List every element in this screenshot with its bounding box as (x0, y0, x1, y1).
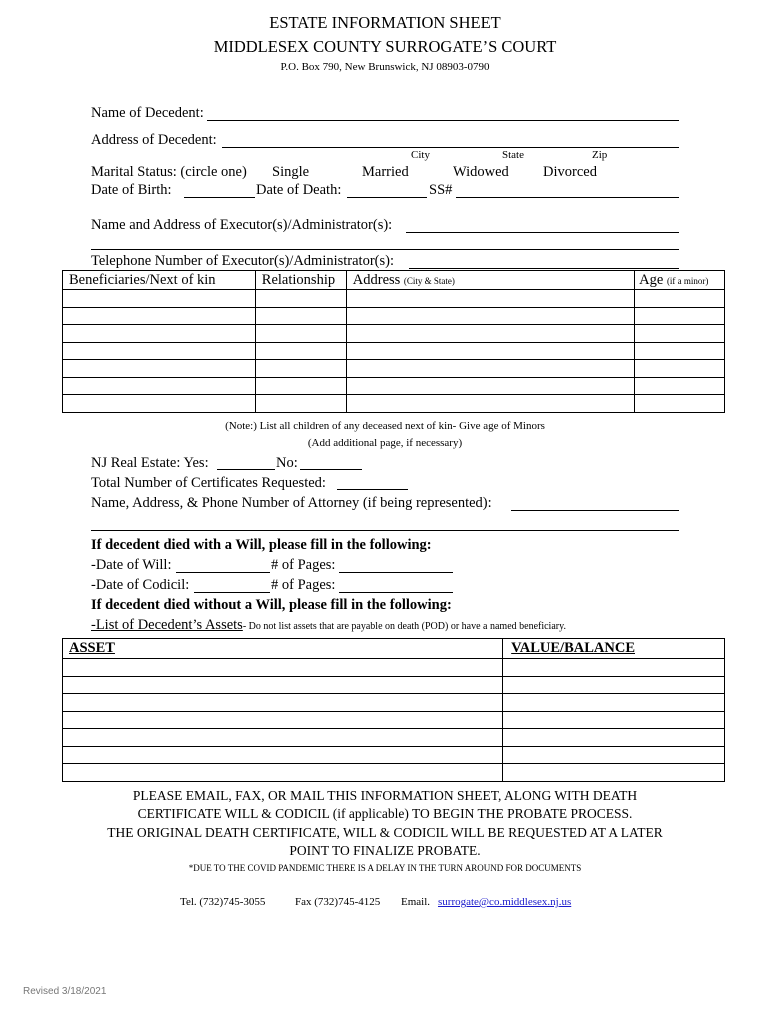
title-line-1: ESTATE INFORMATION SHEET (269, 13, 501, 32)
asset-cell[interactable] (63, 729, 503, 747)
beneficiary-age-cell[interactable] (635, 360, 725, 378)
list-assets-text: -List of Decedent’s Assets (91, 617, 243, 633)
without-will-heading: If decedent died without a Will, please fill in the following: (91, 597, 452, 613)
beneficiary-age-cell[interactable] (635, 307, 725, 325)
codicil-pages-field[interactable] (339, 592, 453, 593)
telephone-label: Telephone Number of Executor(s)/Administrator(s): (91, 253, 394, 269)
date-of-will-label: -Date of Will: (91, 557, 172, 573)
beneficiary-name-cell[interactable] (63, 290, 256, 308)
beneficiary-row (63, 377, 725, 395)
covid-notice: *DUE TO THE COVID PANDEMIC THERE IS A DELAY IN THE TURN AROUND FOR DOCUMENTS (188, 863, 582, 873)
beneficiary-name-cell[interactable] (63, 395, 256, 413)
marital-option-married[interactable]: Married (362, 164, 409, 180)
beneficiaries-header-row (63, 271, 725, 290)
beneficiaries-header-address (346, 271, 634, 290)
beneficiary-age-cell[interactable] (635, 290, 725, 308)
asset-row (63, 711, 725, 729)
ss-label: SS# (429, 182, 453, 198)
beneficiary-age-cell[interactable] (635, 342, 725, 360)
assets-header-row (63, 639, 725, 659)
header-text: Beneficiaries/Next of kin (69, 271, 216, 288)
date-of-death-label: Date of Death: (256, 182, 342, 198)
certificates-field[interactable] (337, 489, 408, 490)
real-estate-no-field[interactable] (300, 469, 362, 470)
marital-status-label: Marital Status: (circle one) (91, 164, 247, 180)
beneficiary-relationship-cell[interactable] (255, 290, 346, 308)
date-of-codicil-field[interactable] (194, 592, 270, 593)
telephone-field[interactable] (409, 268, 679, 269)
beneficiary-address-cell[interactable] (346, 395, 634, 413)
email-link[interactable]: surrogate@co.middlesex.nj.us (438, 896, 572, 908)
real-estate-no-label: No: (276, 455, 298, 471)
beneficiary-row (63, 307, 725, 325)
value-balance-cell[interactable] (503, 711, 725, 729)
beneficiaries-note-2: (Add additional page, if necessary) (307, 437, 463, 449)
beneficiary-relationship-cell[interactable] (255, 342, 346, 360)
state-label: State (502, 149, 524, 161)
footer-line-1: PLEASE EMAIL, FAX, OR MAIL THIS INFORMATION SHEET, ALONG WITH DEATH (132, 788, 638, 803)
will-pages-label: # of Pages: (271, 557, 336, 573)
beneficiary-row (63, 395, 725, 413)
date-of-birth-field[interactable] (184, 197, 255, 198)
beneficiary-address-cell[interactable] (346, 290, 634, 308)
assets-header-asset (63, 639, 503, 659)
zip-label: Zip (592, 149, 608, 161)
executor-field[interactable] (406, 232, 679, 233)
date-of-birth-label: Date of Birth: (91, 182, 172, 198)
assets-header-value (503, 639, 725, 659)
list-assets-note: - Do not list assets that are payable on death (POD) or have a named beneficiary. (242, 621, 566, 632)
beneficiary-age-cell[interactable] (635, 395, 725, 413)
email-label: Email. (401, 896, 431, 908)
beneficiary-name-cell[interactable] (63, 325, 256, 343)
asset-row (63, 676, 725, 694)
header-text: VALUE/BALANCE (511, 640, 635, 656)
beneficiary-row (63, 290, 725, 308)
real-estate-yes-field[interactable] (217, 469, 275, 470)
beneficiary-relationship-cell[interactable] (255, 377, 346, 395)
beneficiary-row (63, 360, 725, 378)
value-balance-cell[interactable] (503, 746, 725, 764)
asset-row (63, 694, 725, 712)
beneficiary-address-cell[interactable] (346, 325, 634, 343)
list-assets-label (91, 617, 566, 634)
will-pages-field[interactable] (339, 572, 453, 573)
beneficiary-address-cell[interactable] (346, 307, 634, 325)
city-label: City (411, 149, 430, 161)
asset-cell[interactable] (63, 746, 503, 764)
beneficiary-name-cell[interactable] (63, 342, 256, 360)
certificates-label: Total Number of Certificates Requested: (91, 475, 326, 491)
beneficiaries-header-relationship (255, 271, 346, 290)
asset-row (63, 764, 725, 782)
address-of-decedent-field[interactable] (222, 147, 679, 148)
asset-row (63, 659, 725, 677)
header-text: Relationship (261, 271, 336, 288)
beneficiaries-table (62, 270, 725, 413)
date-of-codicil-label: -Date of Codicil: (91, 577, 190, 593)
beneficiary-relationship-cell[interactable] (255, 307, 346, 325)
title-line-2: MIDDLESEX COUNTY SURROGATE’S COURT (213, 37, 557, 56)
executor-field-line-2[interactable] (91, 249, 679, 250)
beneficiary-name-cell[interactable] (63, 360, 256, 378)
header-text: ASSET (69, 640, 115, 656)
with-will-heading: If decedent died with a Will, please fill in the following: (91, 537, 432, 553)
beneficiaries-note: (Note:) List all children of any deceased next of kin- Give age of Minors (225, 420, 545, 432)
codicil-pages-label: # of Pages: (271, 577, 336, 593)
name-of-decedent-label: Name of Decedent: (91, 105, 204, 121)
attorney-label: Name, Address, & Phone Number of Attorney (if being represented): (91, 495, 492, 511)
marital-option-widowed[interactable]: Widowed (453, 164, 509, 180)
beneficiary-relationship-cell[interactable] (255, 360, 346, 378)
asset-cell[interactable] (63, 659, 503, 677)
assets-body (63, 659, 725, 782)
address-of-decedent-label: Address of Decedent: (91, 132, 217, 148)
beneficiary-row (63, 342, 725, 360)
attorney-field-line-2[interactable] (91, 530, 679, 531)
footer-line-2: CERTIFICATE WILL & CODICIL (if applicable) TO BEGIN THE PROBATE PROCESS. (137, 806, 633, 821)
value-balance-cell[interactable] (503, 659, 725, 677)
tel-text: Tel. (732)745-3055 (180, 896, 266, 908)
revised-date: Revised 3/18/2021 (23, 986, 107, 997)
footer-line-3: THE ORIGINAL DEATH CERTIFICATE, WILL & CODICIL WILL BE REQUESTED AT A LATER (107, 825, 663, 840)
executor-label: Name and Address of Executor(s)/Administrator(s): (91, 217, 393, 233)
header-subtext: (if a minor) (666, 275, 709, 286)
beneficiary-address-cell[interactable] (346, 342, 634, 360)
asset-cell[interactable] (63, 694, 503, 712)
value-balance-cell[interactable] (503, 676, 725, 694)
value-balance-cell[interactable] (503, 764, 725, 782)
beneficiaries-body (63, 290, 725, 413)
asset-row (63, 729, 725, 747)
beneficiary-row (63, 325, 725, 343)
fax-text: Fax (732)745-4125 (295, 896, 381, 908)
date-of-will-field[interactable] (176, 572, 270, 573)
assets-table (62, 638, 725, 782)
beneficiary-relationship-cell[interactable] (255, 325, 346, 343)
asset-cell[interactable] (63, 711, 503, 729)
beneficiary-relationship-cell[interactable] (255, 395, 346, 413)
ss-field[interactable] (456, 197, 679, 198)
beneficiaries-header-age (635, 271, 725, 290)
value-balance-cell[interactable] (503, 729, 725, 747)
value-balance-cell[interactable] (503, 694, 725, 712)
header-text: Address (352, 271, 401, 288)
real-estate-yes-label: NJ Real Estate: Yes: (91, 455, 209, 471)
beneficiary-address-cell[interactable] (346, 377, 634, 395)
marital-option-single[interactable]: Single (272, 164, 310, 180)
footer-line-4: POINT TO FINALIZE PROBATE. (289, 843, 481, 858)
header-subtext: (City & State) (403, 275, 455, 286)
court-address: P.O. Box 790, New Brunswick, NJ 08903-0790 (280, 61, 490, 73)
beneficiary-address-cell[interactable] (346, 360, 634, 378)
beneficiary-name-cell[interactable] (63, 377, 256, 395)
beneficiaries-header-name (63, 271, 256, 290)
asset-row (63, 746, 725, 764)
header-text: Age (639, 271, 664, 288)
asset-cell[interactable] (63, 764, 503, 782)
beneficiary-age-cell[interactable] (635, 377, 725, 395)
attorney-field[interactable] (511, 510, 679, 511)
date-of-death-field[interactable] (347, 197, 427, 198)
name-of-decedent-field[interactable] (207, 120, 679, 121)
marital-option-divorced[interactable]: Divorced (543, 164, 597, 180)
beneficiary-name-cell[interactable] (63, 307, 256, 325)
asset-cell[interactable] (63, 676, 503, 694)
beneficiary-age-cell[interactable] (635, 325, 725, 343)
